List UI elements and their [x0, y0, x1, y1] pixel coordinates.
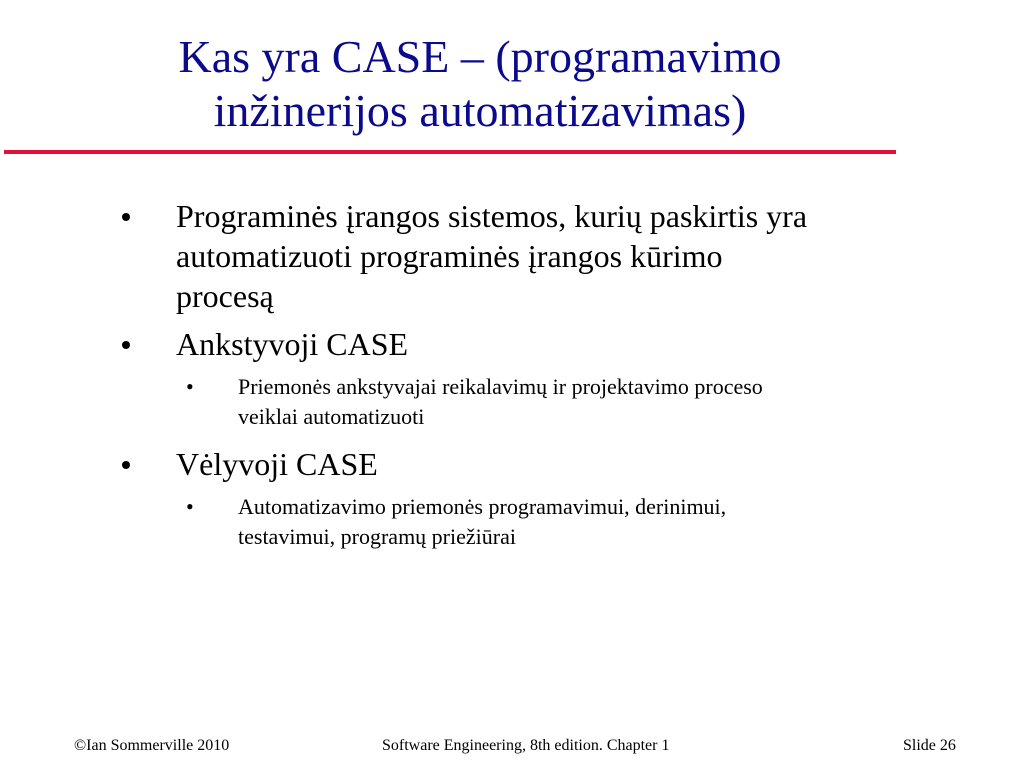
footer-slide-number: Slide 26: [903, 737, 956, 754]
bullet-line: automatizuoti programinės įrangos kūrimo: [176, 238, 723, 274]
bullet-item: [176, 444, 976, 484]
bullet-line: Programinės įrangos sistemos, kurių paskirtis yra: [176, 198, 808, 234]
sub-bullet-item: [186, 492, 938, 552]
footer-course: Software Engineering, 8th edition. Chapter 1: [382, 737, 670, 754]
slide-title: [60, 30, 900, 138]
sub-bullet-marker-icon: •: [186, 374, 194, 399]
title-underline-rule: [4, 150, 896, 154]
bullet-dot-icon: [122, 341, 130, 349]
sub-bullet-line: veiklai automatizuoti: [238, 404, 425, 429]
bullet-line: Ankstyvoji CASE: [176, 326, 409, 362]
sub-bullet-line: testavimui, programų priežiūrai: [238, 524, 516, 549]
sub-bullet-line: Priemonės ankstyvajai reikalavimų ir projektavimo proceso: [238, 374, 763, 399]
slide-title-line-1: Kas yra CASE – (programavimo: [178, 31, 782, 82]
bullet-line: procesą: [176, 278, 274, 314]
sub-bullet-marker-icon: •: [186, 494, 194, 519]
bullet-line: Vėlyvoji CASE: [176, 446, 378, 482]
bullet-item: [176, 324, 976, 364]
bullet-dot-icon: [122, 213, 130, 221]
bullet-item: [176, 196, 976, 316]
sub-bullet-line: Automatizavimo priemonės programavimui, derinimui,: [238, 494, 727, 519]
sub-bullet-item: [186, 372, 938, 432]
slide-content: [0, 196, 1024, 552]
footer-copyright: ©Ian Sommerville 2010: [74, 737, 230, 754]
bullet-dot-icon: [122, 461, 130, 469]
slide-title-line-2: inžinerijos automatizavimas): [213, 85, 747, 136]
